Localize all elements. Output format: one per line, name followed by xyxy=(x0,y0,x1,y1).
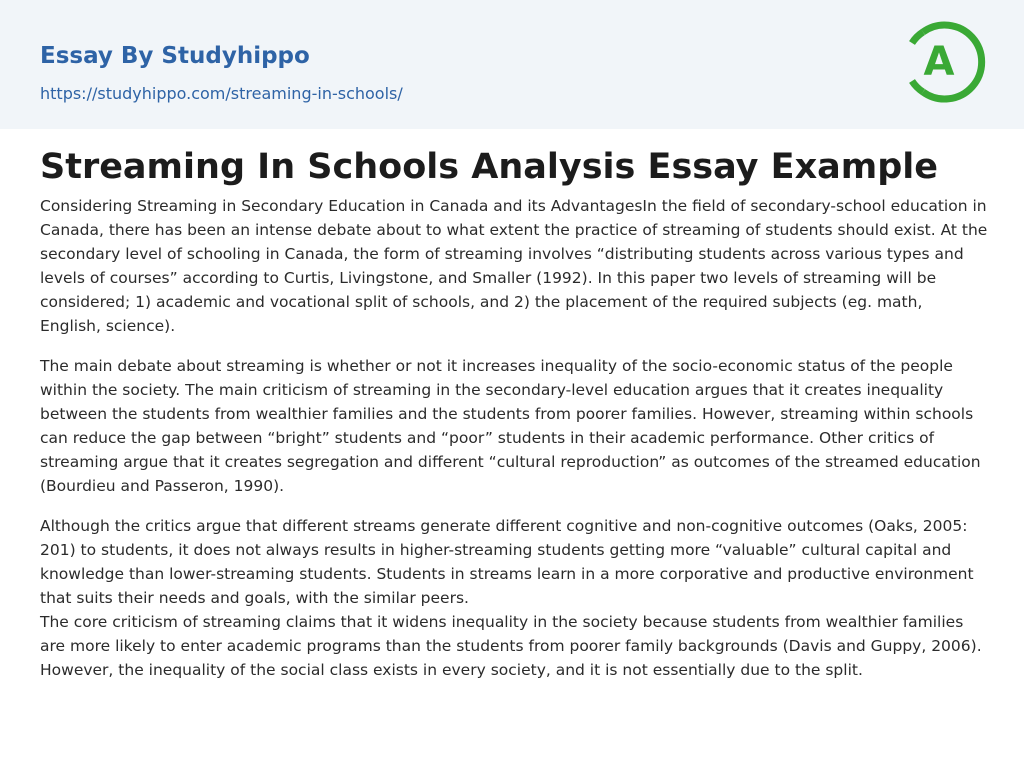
site-header xyxy=(0,0,1024,129)
paragraph: Although the critics argue that different streams generate different cognitive and non-cognitive outcomes (Oaks, 2005: 201) to students, it does not always results in higher-streaming students getting more “valuable” cultural capital and knowledge than lower-streaming students. Students in streams learn in a more corporative and productive environment that suits their needs and goals, with the similar peers. xyxy=(40,517,974,607)
article-body xyxy=(40,194,988,682)
paragraph: The main debate about streaming is whether or not it increases inequality of the socio-economic status of the people within the society. The main criticism of streaming in the secondary-level education argues that it creates inequality between the students from wealthier families and the students from poorer families. However, streaming within schools can reduce the gap between “bright” students and “poor” students in their academic performance. Other critics of streaming argue that it creates segregation and different “cultural reproduction” as outcomes of the streamed education (Bourdieu and Passeron, 1990). xyxy=(40,357,981,495)
brand-title[interactable]: Essay By Studyhippo xyxy=(40,43,310,69)
page-url-link[interactable]: https://studyhippo.com/streaming-in-schools/ xyxy=(40,84,403,103)
page-title: Streaming In Schools Analysis Essay Example xyxy=(40,147,939,187)
paragraph: The core criticism of streaming claims that it widens inequality in the society because students from wealthier families are more likely to enter academic programs than the students from poorer family backgrounds (Davis and Guppy, 2006). However, the inequality of the social class exists in every society, and it is not essentially due to the split. xyxy=(40,613,982,679)
studyhippo-logo-icon[interactable] xyxy=(904,18,988,106)
paragraph: Considering Streaming in Secondary Education in Canada and its AdvantagesIn the field of secondary-school education in Canada, there has been an intense debate about to what extent the practice of streaming of students should exist. At the secondary level of schooling in Canada, the form of streaming involves “distributing students across various types and levels of courses” according to Curtis, Livingstone, and Smaller (1992). In this paper two levels of streaming will be considered; 1) academic and vocational split of schools, and 2) the placement of the required subjects (eg. math, English, science). xyxy=(40,197,988,335)
logo-letter: A xyxy=(923,39,955,85)
